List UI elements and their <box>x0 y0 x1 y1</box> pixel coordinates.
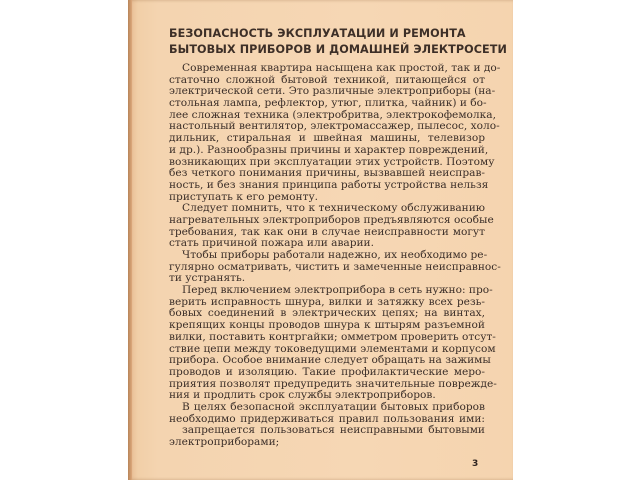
section-title-line: БЫТОВЫХ ПРИБОРОВ И ДОМАШНЕЙ ЭЛЕКТРОСЕТИ <box>169 43 507 56</box>
text-line: Современная квартира насыщена как простой, так и до- <box>182 62 501 74</box>
text-line: электроприборами; <box>169 436 280 448</box>
book-page <box>128 0 513 480</box>
text-line: приступать к его ремонту. <box>169 190 319 203</box>
body-text <box>169 62 501 449</box>
text-line: требования, так как они в случае неисправности могут <box>169 225 485 238</box>
text-line: электрической сети. Это различные электроприборы (на- <box>169 85 496 98</box>
text-line: гулярно осматривать, чистить и замеченные неисправнос- <box>169 260 501 273</box>
text-line: верить исправность шнура, вилки и затяжку всех резь- <box>169 295 485 308</box>
text-line: прибора. Особое внимание следует обращать на зажимы <box>169 354 491 367</box>
text-line: настольный вентилятор, электромассажер, пылесос, холо- <box>169 120 500 133</box>
text-line: стать причиной пожара или аварии. <box>169 237 374 250</box>
text-line: статочно сложной бытовой техникой, питающейся от <box>169 73 485 86</box>
text-line: стольная лампа, рефлектор, утюг, плитка, чайник) и бо- <box>169 97 487 110</box>
text-line: дильник, стиральная и швейная машины, телевизор <box>169 132 485 145</box>
text-line: крепящих концы проводов шнура к штырям разъемной <box>169 319 485 332</box>
text-line: В целях безопасной эксплуатации бытовых приборов <box>182 400 485 413</box>
text-line: Перед включением электроприбора в сеть нужно: про- <box>182 284 493 297</box>
page-number: 3 <box>472 459 479 469</box>
text-line: запрещается пользоваться неисправными бытовыми <box>182 424 485 437</box>
text-line: приятия позволят предупредить значительные поврежде- <box>169 377 497 390</box>
text-line: вилки, поставить контргайки; омметром проверить отсут- <box>169 330 496 343</box>
text-line: возникающих при эксплуатации этих устройств. Поэтому <box>169 155 495 168</box>
text-line: нагревательных электроприборов предъявляются особые <box>169 213 494 226</box>
text-line: ствие цепи между токоведущими элементами и корпусом <box>169 342 496 355</box>
text-line: Следует помнить, что к техническому обслуживанию <box>182 202 485 215</box>
text-line: Чтобы приборы работали надежно, их необходимо ре- <box>182 249 488 261</box>
text-line: ность, и без знания принципа работы устройства нельзя <box>169 178 489 191</box>
text-line: ния и продлить срок службы электроприборов. <box>169 389 436 402</box>
text-line: лее сложная техника (электробритва, электрокофемолка, <box>169 108 496 121</box>
text-line: проводов и изоляцию. Такие профилактические меро- <box>169 365 485 378</box>
text-line: ти устранять. <box>169 272 246 285</box>
text-line: без четкого понимания причины, вызвавшей неисправ- <box>169 167 485 180</box>
section-title-line: БЕЗОПАСНОСТЬ ЭКСПЛУАТАЦИИ И РЕМОНТА <box>169 27 466 40</box>
section-title <box>169 26 507 58</box>
text-line: необходимо придерживаться правил пользования ими: <box>169 412 485 425</box>
text-line: и др.). Разнообразны причины и характер повреждений, <box>169 143 489 156</box>
text-line: бовых соединений в электрических цепях; на винтах, <box>169 307 485 320</box>
